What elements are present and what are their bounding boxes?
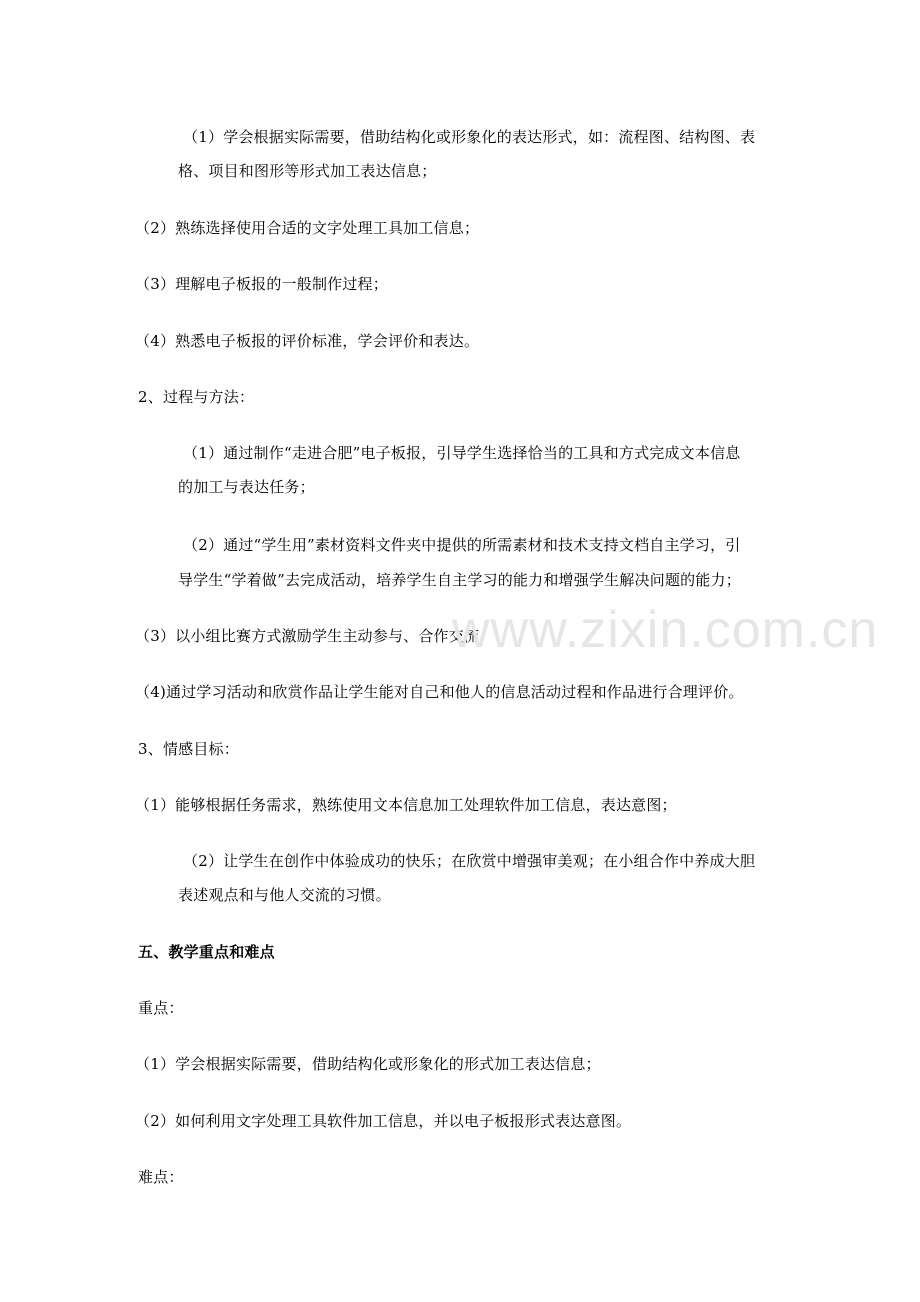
knowledge-item-1-line-1: （1）学会根据实际需要，借助结构化或形象化的表达形式，如：流程图、结构图、表 (183, 128, 756, 146)
knowledge-item-3: （3）理解电子板报的一般制作过程； (135, 275, 388, 293)
knowledge-item-1-line-2: 格、项目和图形等形式加工表达信息； (178, 162, 437, 180)
section-heading-emotion-goals: 3、情感目标： (138, 740, 239, 758)
process-item-4: （4)通过学习活动和欣赏作品让学生能对自己和他人的信息活动过程和作品进行合理评价。 (135, 683, 744, 701)
watermark: www.zixin.com.cn (452, 601, 879, 659)
process-item-3: （3）以小组比赛方式激励学生主动参与、合作交流； (135, 627, 495, 645)
section-heading-process-method: 2、过程与方法： (138, 388, 255, 406)
section-heading-key-points: 五、教学重点和难点 (138, 943, 275, 961)
key-points-label: 重点： (138, 999, 184, 1017)
emotion-item-2-line-1: （2）让学生在创作中体验成功的快乐；在欣赏中增强审美观；在小组合作中养成大胆 (183, 852, 756, 870)
key-point-item-1: （1）学会根据实际需要，借助结构化或形象化的形式加工表达信息； (135, 1055, 601, 1073)
knowledge-item-4: （4）熟悉电子板报的评价标准，学会评价和表达。 (135, 332, 480, 350)
knowledge-item-2: （2）熟练选择使用合适的文字处理工具加工信息； (135, 219, 480, 237)
emotion-item-2-line-2: 表述观点和与他人交流的习惯。 (178, 886, 391, 904)
emotion-item-1: （1）能够根据任务需求，熟练使用文本信息加工处理软件加工信息，表达意图； (135, 796, 677, 814)
process-item-1-line-1: （1）通过制作“走进合肥”电子板报，引导学生选择恰当的工具和方式完成文本信息 (183, 444, 741, 462)
difficulties-label: 难点： (138, 1168, 184, 1186)
key-point-item-2: （2）如何利用文字处理工具软件加工信息，并以电子板报形式表达意图。 (135, 1112, 632, 1130)
process-item-2-line-1: （2）通过“学生用”素材资料文件夹中提供的所需素材和技术支持文档自主学习，引 (183, 536, 741, 554)
process-item-1-line-2: 的加工与表达任务； (178, 478, 315, 496)
process-item-2-line-2: 导学生“学着做”去完成活动，培养学生自主学习的能力和增强学生解决问题的能力； (178, 571, 741, 589)
